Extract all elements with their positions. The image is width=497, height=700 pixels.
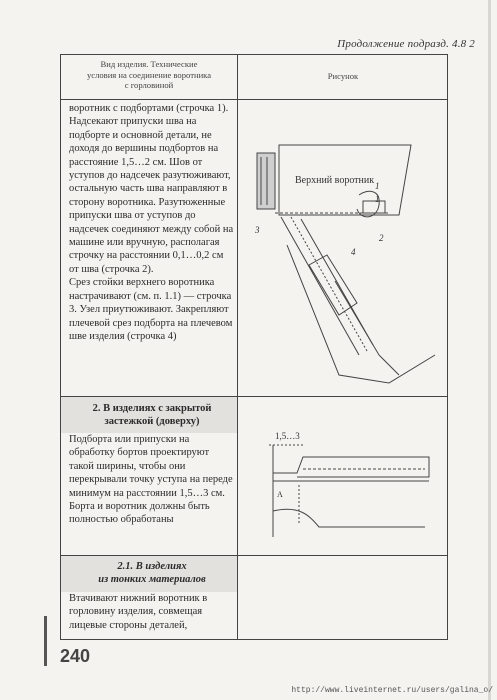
label-upper-collar: Верхний воротник xyxy=(295,175,375,186)
col1-header: Вид изделия. Технические условия на соединение воротника с горловиной xyxy=(86,59,212,90)
closed-fastening-figure xyxy=(239,415,447,545)
row1-divider xyxy=(61,396,447,397)
page-edge-shadow xyxy=(488,0,491,700)
point-label: A xyxy=(277,490,283,499)
page-number: 240 xyxy=(60,646,91,666)
header-divider xyxy=(61,99,447,100)
column-divider xyxy=(237,55,238,639)
row3-heading: 2.1. В изделиях из тонких материалов xyxy=(98,561,206,585)
instruction-table xyxy=(60,54,448,640)
callout-1a: 1 xyxy=(375,181,380,191)
dim-label: 1,5…3 xyxy=(275,431,300,441)
callout-2: 2 xyxy=(379,233,384,243)
page-margin-bar xyxy=(44,616,47,666)
col2-header: Рисунок xyxy=(327,71,359,81)
row3-cell xyxy=(69,560,235,632)
row3-paragraph: Втачивают нижний воротник в горловину изделия, совмещая лицевые стороны деталей, xyxy=(69,593,208,631)
row2-heading: 2. В изделиях с закрытой застежкой (доверху) xyxy=(92,403,212,427)
callout-1b: 1 xyxy=(375,194,380,204)
row2-paragraph: Подборта или припуски на обработку бортов проектируют такой ширины, чтобы они перекрывали точку уступа на переде минимум на расстоянии 1,5…3 см. Борта и воротник должны быть полностью обработаны xyxy=(69,434,233,526)
row2-divider xyxy=(61,555,447,556)
source-url[interactable]: http://www.liveinternet.ru/users/galina_o/ xyxy=(291,686,493,695)
callout-4: 4 xyxy=(351,247,356,257)
row2-cell xyxy=(69,402,235,527)
running-head: Продолжение подразд. 4.8 2 xyxy=(337,38,475,50)
collar-assembly-figure xyxy=(239,105,447,391)
row1-paragraph: воротник с подбортами (строчка 1). Надсекают припуски шва на подборте и основной детали, не доходя до вершины подбортов на расстояние 1,5…2 см. Шов от уступов до надсечек разутюживают, остальную часть шва направляют в сторону воротника. Разутюженные припуски шва от уступов до надсечек соединяют между собой на машине или вручную, располагая строчку на расстоянии 0,1…0,2 см от шва (строчка 2). Срез стойки верхнего воротника настрачивают (см. п. 1.1) — строчка 3. Узел приутюживают. Закрепляют плечевой срез подборта на плечевом шве изделия (строчка 4) xyxy=(69,103,234,342)
row1-text xyxy=(69,102,235,343)
callout-3: 3 xyxy=(255,225,260,235)
